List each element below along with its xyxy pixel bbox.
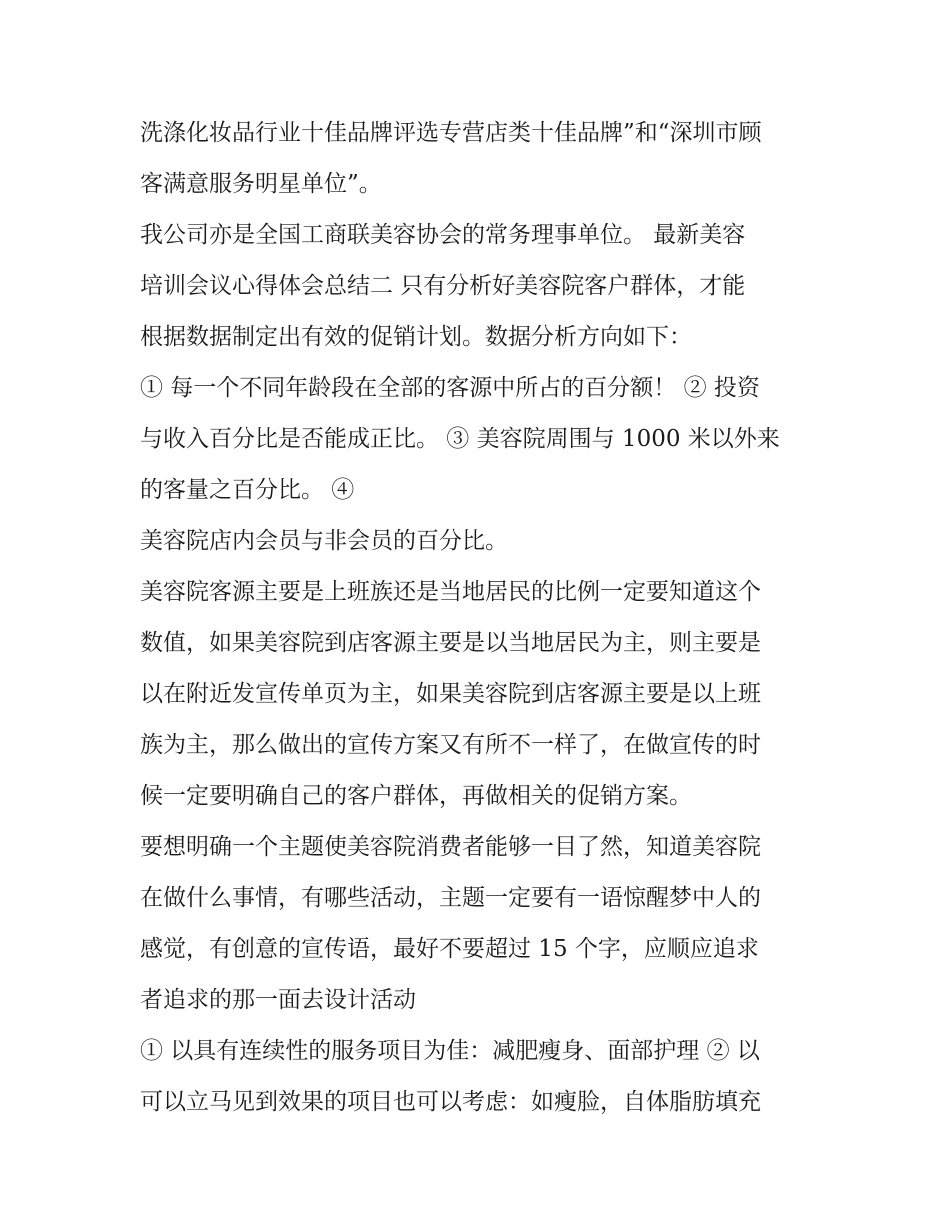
text-line: 客满意服务明星单位”。 bbox=[140, 171, 382, 197]
text-line: 在做什么事情，有哪些活动，主题一定要有一语惊醒梦中人的 bbox=[140, 885, 761, 911]
text-line: 洗涤化妆品行业十佳品牌评选专营店类十佳品牌”和“深圳市顾 bbox=[140, 120, 762, 146]
text-line: 的客量之百分比。 ④ bbox=[140, 477, 355, 503]
text-line: 数值，如果美容院到店客源主要是以当地居民为主，则主要是 bbox=[140, 630, 761, 656]
document-body bbox=[140, 108, 820, 1128]
text-line: 以在附近发宣传单页为主，如果美容院到店客源主要是以上班 bbox=[140, 681, 761, 707]
text-line: 候一定要明确自己的客户群体，再做相关的促销方案。 bbox=[140, 783, 692, 809]
text-line: ① 每一个不同年龄段在全部的客源中所占的百分额！ ② 投资 bbox=[140, 375, 760, 401]
text-line: 美容院客源主要是上班族还是当地居民的比例一定要知道这个 bbox=[140, 579, 761, 605]
text-line: 者追求的那一面去设计活动 bbox=[140, 987, 416, 1013]
text-line: ① 以具有连续性的服务项目为佳：减肥瘦身、面部护理 ② 以 bbox=[140, 1038, 760, 1064]
text-line: 美容院店内会员与非会员的百分比。 bbox=[140, 528, 508, 554]
text-line: 要想明确一个主题使美容院消费者能够一目了然，知道美容院 bbox=[140, 834, 761, 860]
text-line: 可以立马见到效果的项目也可以考虑：如瘦脸，自体脂肪填充 bbox=[140, 1089, 761, 1115]
text-line: 与收入百分比是否能成正比。 ③ 美容院周围与 1000 米以外来 bbox=[140, 426, 780, 452]
text-line: 族为主，那么做出的宣传方案又有所不一样了，在做宣传的时 bbox=[140, 732, 761, 758]
text-line: 我公司亦是全国工商联美容协会的常务理事单位。 最新美容 bbox=[140, 222, 746, 248]
text-line: 感觉，有创意的宣传语，最好不要超过 15 个字，应顺应追求 bbox=[140, 936, 759, 962]
text-line: 培训会议心得体会总结二 只有分析好美容院客户群体，才能 bbox=[140, 273, 746, 299]
text-line: 根据数据制定出有效的促销计划。数据分析方向如下： bbox=[140, 324, 692, 350]
